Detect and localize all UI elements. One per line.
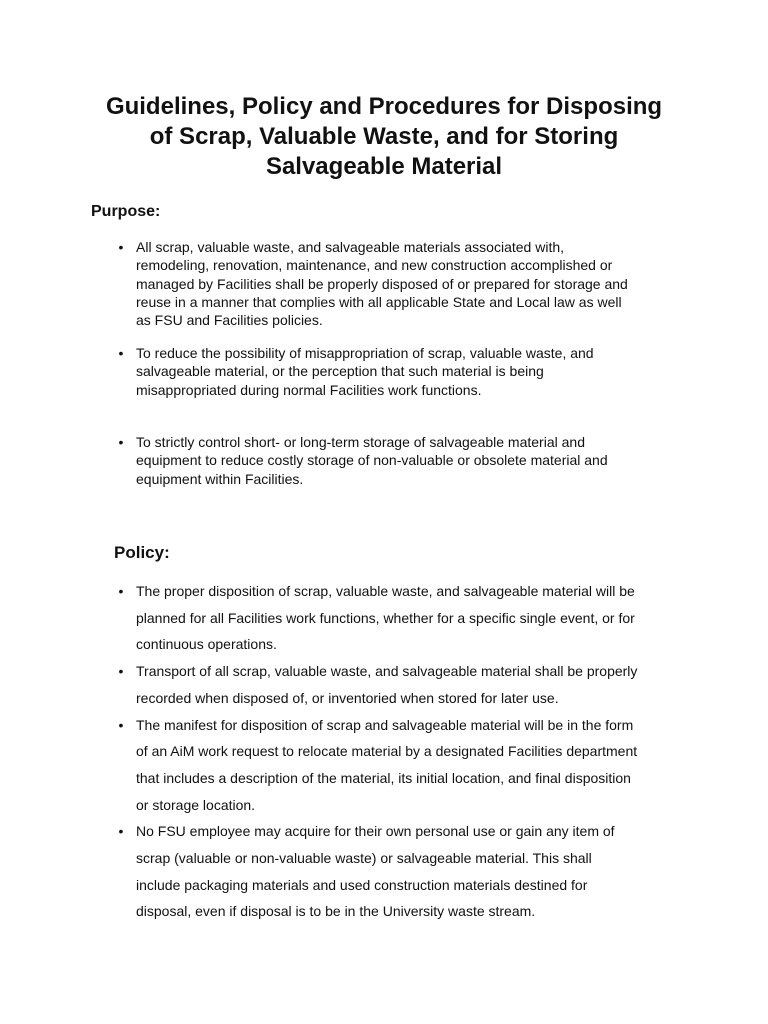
policy-item <box>114 712 680 819</box>
policy-item <box>114 578 680 658</box>
policy-item <box>114 658 680 711</box>
purpose-item-line: To strictly control short- or long-term storage of salvageable material and <box>136 434 585 450</box>
policy-item-line: disposal, even if disposal is to be in the University waste stream. <box>136 903 536 920</box>
policy-item <box>114 818 680 925</box>
title-line: of Scrap, Valuable Waste, and for Storing <box>149 123 619 150</box>
policy-item-line: of an AiM work request to relocate material by a designated Facilities department <box>136 743 638 760</box>
purpose-item <box>114 344 594 399</box>
policy-item-line: recorded when disposed of, or inventoried when stored for later use. <box>136 689 559 706</box>
purpose-heading: Purpose: <box>91 203 161 220</box>
policy-item-line: The manifest for disposition of scrap and salvageable material will be in the form <box>136 716 634 733</box>
purpose-item-line: To reduce the possibility of misappropriation of scrap, valuable waste, and <box>136 345 594 361</box>
bullet: • <box>118 663 124 680</box>
title-line: Salvageable Material <box>265 153 503 180</box>
purpose-item-line: as FSU and Facilities policies. <box>136 312 323 329</box>
purpose-item <box>114 238 628 329</box>
policy-item-line: No FSU employee may acquire for their own personal use or gain any item of <box>136 823 615 840</box>
purpose-item-line: All scrap, valuable waste, and salvageable materials associated with, <box>136 239 565 255</box>
policy-list <box>114 578 680 925</box>
purpose-item-line: salvageable material, or the perception that such material is being <box>136 363 544 380</box>
purpose-item-line: equipment within Facilities. <box>136 470 304 487</box>
policy-heading: Policy: <box>114 543 170 562</box>
policy-item-line: planned for all Facilities work functions, whether for a specific single event, or for <box>136 609 635 626</box>
purpose-item <box>114 433 608 488</box>
purpose-item-line: managed by Facilities shall be properly disposed of or prepared for storage and <box>136 275 628 292</box>
bullet: • <box>118 583 124 599</box>
purpose-item-line: reuse in a manner that complies with all applicable State and Local law as well <box>136 293 622 310</box>
policy-item-line: scrap (valuable or non-valuable waste) or salvageable material. This shall <box>136 850 592 867</box>
bullet: • <box>118 345 124 361</box>
policy-item-line: The proper disposition of scrap, valuable waste, and salvageable material will be <box>136 583 635 599</box>
policy-item-line: Transport of all scrap, valuable waste, and salvageable material shall be properly <box>136 663 638 680</box>
title-line: Guidelines, Policy and Procedures for Disposing <box>105 93 663 120</box>
bullet: • <box>118 434 124 450</box>
document-title <box>80 92 688 182</box>
purpose-item-line: remodeling, renovation, maintenance, and new construction accomplished or <box>136 257 613 274</box>
bullet: • <box>118 716 124 733</box>
policy-item-line: include packaging materials and used construction materials destined for <box>136 876 588 893</box>
policy-item-line: that includes a description of the material, its initial location, and final disposition <box>136 769 631 786</box>
bullet: • <box>118 239 124 255</box>
bullet: • <box>118 823 124 840</box>
policy-item-line: or storage location. <box>136 796 256 813</box>
policy-item-line: continuous operations. <box>136 636 277 653</box>
purpose-item-line: misappropriated during normal Facilities work functions. <box>136 381 482 398</box>
purpose-item-line: equipment to reduce costly storage of non-valuable or obsolete material and <box>136 452 608 469</box>
